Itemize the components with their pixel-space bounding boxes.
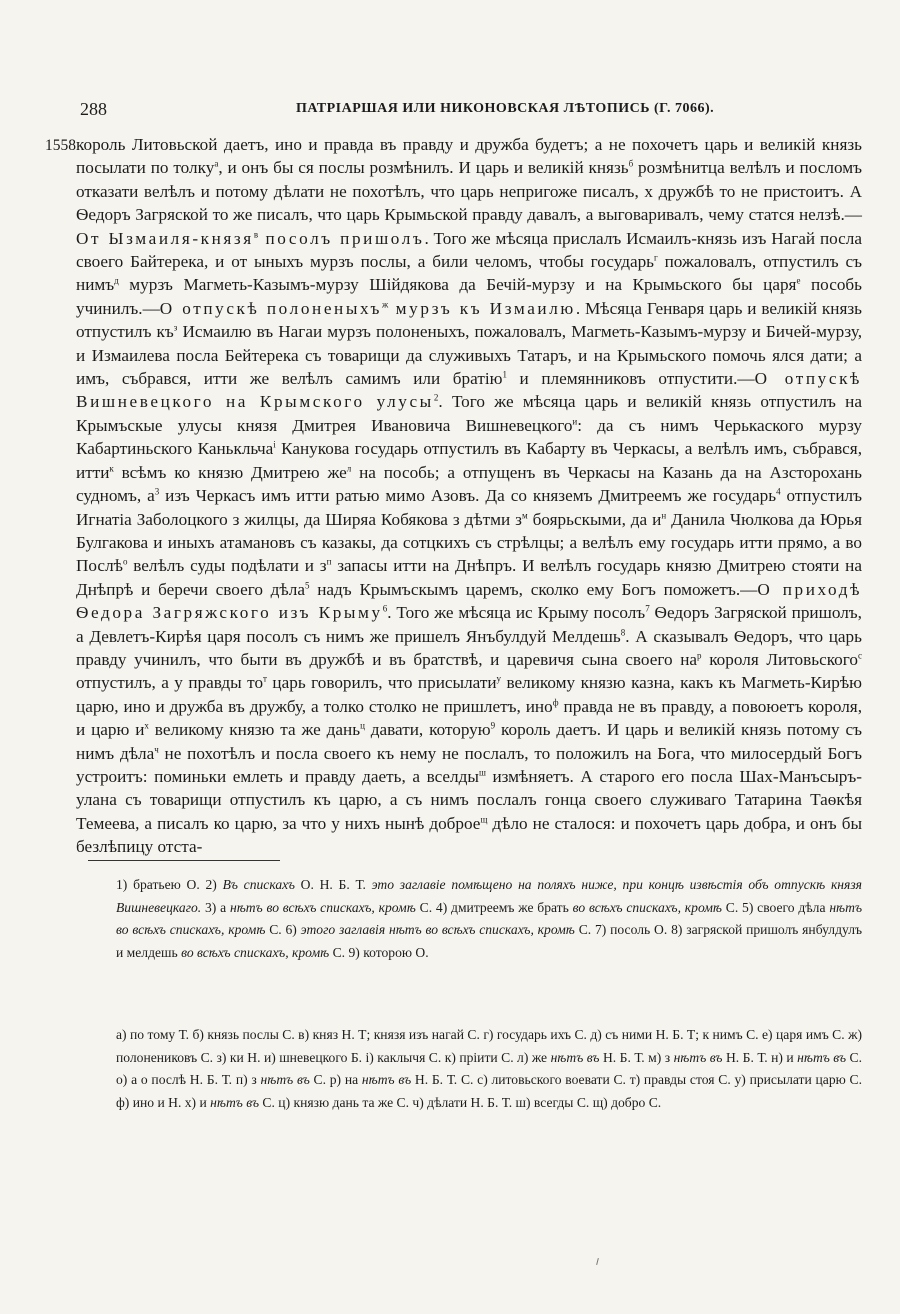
italic-text: Въ спискахъ	[222, 877, 295, 892]
text-run: король Литовьской даетъ, ино и правда въ правду и дружба будетъ; а не похочетъ царь и великій князь посылати по толку	[76, 135, 862, 178]
note-reference: в	[253, 228, 259, 239]
note-reference: р	[697, 650, 702, 661]
text-run: Канукова государь отпустилъ въ Кабарту въ Черкасы, а велѣлъ имъ, събрався, итти	[76, 439, 862, 482]
text-run: а) по тому Т. б) князь послы С. в) княз Н. Т; князя изъ нагай С. г) государь ихъ С. д) съ ними Н. Б. Т; к нимъ С. е) царя имъ С. ж) полонениковъ С. з) ки Н. и) шневецкого Б. і) каклычя С. к) пріити С. л) же	[116, 1027, 862, 1065]
note-reference: у	[496, 673, 502, 684]
text-run: С. 9) которою О.	[329, 944, 429, 960]
text-run: . Того же мѣсяца ис Крыму посолъ	[387, 603, 646, 623]
text-run: мурзъ Магметь-Казымъ-мурзу Шійдякова да Бечій-мурзу и на Крымьского бы царя	[118, 275, 797, 295]
text-run: Н. Б. Т. н) и	[722, 1049, 798, 1065]
note-reference: т	[263, 673, 267, 684]
note-reference: 4	[776, 486, 781, 497]
text-run: , и онъ бы ся послы розмѣнилъ. И царь и великій князь	[218, 158, 629, 178]
text-run: велѣлъ суды подѣлати и з	[127, 556, 327, 576]
section-heading: От Ызмаиля-князя	[76, 228, 254, 248]
text-run: С. 6)	[265, 922, 301, 938]
italic-text: нѣтъ во всѣхъ спискахъ, кромѣ	[229, 899, 416, 915]
section-heading: посолъ пришолъ	[258, 228, 425, 248]
note-reference: ф	[552, 697, 559, 708]
italic-text: нѣтъ въ	[210, 1094, 260, 1110]
note-reference: с	[857, 650, 862, 661]
text-run: О. Н. Б. Т.	[294, 877, 372, 892]
italic-text: этого заглавія нѣтъ во всѣхъ спискахъ, кромѣ	[300, 922, 575, 938]
text-run: надъ Крымъскымъ царемъ, сколко ему Богъ поможетъ.—	[309, 579, 758, 599]
italic-text: нѣтъ въ	[361, 1072, 412, 1088]
text-run: С. о) а о послѣ Н. Б. Т. п) з	[116, 1049, 863, 1088]
text-run: С. 5) своего дѣла	[721, 899, 830, 915]
note-reference: 6	[382, 603, 388, 614]
note-reference: ч	[154, 743, 159, 754]
note-reference: 7	[645, 603, 650, 614]
note-reference: п	[326, 556, 332, 567]
italic-text: во всѣхъ спискахъ, кромѣ	[181, 944, 330, 960]
note-reference: г	[654, 252, 658, 263]
text-run: изъ Черкасъ имъ итти ратью мимо Азовъ. Да со княземъ Дмитреемъ же государь	[159, 486, 777, 506]
note-reference: 9	[490, 720, 496, 731]
note-reference: 1	[502, 369, 507, 380]
text-run: на пособь; а отпущенъ въ Черкасы на Казань да на Азсторохань судномъ, а	[76, 462, 862, 506]
note-reference: а	[214, 158, 219, 169]
text-run: великому князю та же дань	[148, 720, 361, 740]
text-run: давати, которую	[364, 720, 491, 740]
note-reference: 5	[304, 579, 310, 590]
section-heading: мурзъ къ Измаилю	[388, 298, 576, 318]
text-run: пособь учинилъ.—	[76, 275, 863, 318]
text-run: отпустилъ Игнатіа Заболоцкого з жилцы, да Ширяа Кобякова з дѣтми з	[76, 486, 862, 529]
text-run: Н. Б. Т. С. с) литовьского воевати С. т) правды стоя С. у) присылати царю С. ф) ино и Н. х) и	[116, 1072, 863, 1110]
text-run: . А сказывалъ Ѳедоръ, что царь правду учинилъ, что быти въ дружбѣ и въ братствѣ, и царевичя сына своего на	[76, 626, 862, 669]
text-run: С. ц) князю дань та же С. ч) дѣлати Н. Б. Т. ш) всегды С. щ) добро С.	[259, 1094, 662, 1110]
text-run: розмѣнитца велѣлъ и посломъ отказати велѣлъ и потому дѣлати не похотѣлъ, что царь непригоже писалъ, х дружбѣ то не пристоитъ. А Ѳедоръ Загряской то же писалъ, что царь Крымьской правду давалъ, а выговаривалъ, чему статся нелзѣ.—	[76, 158, 862, 225]
italic-text: это заглавіе помѣщено на поляхъ ниже, при концѣ извѣстія объ отпускѣ князя Вишневецкаго.	[116, 877, 862, 915]
text-run: измѣняетъ. А старого его посла Шах-Манъсыръ-улана съ товарищи отпустилъ къ царю, а съ нимъ послалъ гонца своего служиваго Татарина Таѳкѣя Темеева, а писалъ ко царю, за что у нихъ нынѣ доброе	[76, 766, 863, 833]
text-run: дѣло не сталося: и похочетъ царь добра, и онъ бы безлѣпицу отста-	[76, 813, 862, 857]
text-run: С. 4) дмитреемъ же брать	[415, 899, 573, 915]
italic-text: нѣтъ въ	[550, 1049, 600, 1065]
note-reference: і	[273, 439, 276, 450]
note-reference: м	[521, 509, 528, 520]
italic-text: нѣтъ въ	[673, 1049, 723, 1065]
pencil-mark	[596, 1258, 599, 1265]
text-run: и племянниковъ отпустити.—	[506, 369, 755, 389]
text-run: С. 7) посоль О. 8) загряской пришолъ янбулдулъ и мелдешь	[116, 922, 863, 960]
text-run: . Того же мѣсяца прислалъ Исмаилъ-князь изъ Нагай посла своего Байтерека, и от ыныхъ мурзъ послы, а били челомъ, чтобы государь	[76, 228, 862, 272]
note-reference: о	[122, 556, 128, 567]
italic-text: нѣтъ въ	[797, 1049, 847, 1065]
text-run: . Мѣсяца Генваря царь и великій князь отпустилъ къ	[76, 298, 862, 342]
text-run: 3) а	[201, 899, 230, 915]
note-reference: б	[628, 158, 634, 169]
text-run: С. р) на	[309, 1072, 362, 1088]
text-run: Исмаилю въ Нагаи мурзъ полоненыхъ, пожаловалъ, Магметь-Казымъ-мурзу и Бичей-мурзу, и Измаилева посла Бейтерека съ товарищи да служивыхъ Татаръ, и на Крымьского помочь ялся дати; а имъ, събрався, итти же велѣлъ самимъ или братію	[76, 322, 862, 389]
note-reference: н	[661, 509, 667, 520]
running-title: ПАТРІАРШАЯ ИЛИ НИКОНОВСКАЯ ЛѢТОПИСЬ (Г. 7066).	[296, 101, 715, 116]
note-reference: ц	[360, 720, 365, 731]
text-run: король даетъ. И царь и великій князь потому съ нимъ дѣла	[76, 720, 862, 763]
text-run: запасы итти на Днѣпръ. И велѣлъ государь князю Дмитрею стояти на Днѣпрѣ и беречи своего дѣла	[76, 556, 862, 599]
page-number: 288	[80, 99, 107, 119]
text-run: : да съ нимъ Черькаского мурзу Кабартиньского Канькльча	[76, 415, 862, 459]
note-reference: д	[114, 275, 119, 286]
text-run: пожаловалъ, отпустилъ съ нимъ	[76, 252, 863, 295]
footnotes-lettered	[116, 1024, 862, 1114]
note-reference: 2	[433, 392, 439, 403]
footnotes-numbered	[116, 874, 862, 964]
italic-text: нѣтъ во всѣхъ спискахъ, кромѣ	[116, 899, 862, 938]
section-heading: О отпускѣ полоненыхъ	[159, 298, 383, 318]
chronicle-text	[76, 133, 862, 859]
section-heading: О отпускѣ Вишневецкого на Крымского улусы	[76, 369, 862, 412]
text-run: Данила Чюлкова да Юрья Булгакова и иныхъ атамановъ съ казакы, да сотцкихъ съ стрѣлцы; а велѣлъ ему государь итти прямо, а во Послѣ	[76, 509, 862, 576]
note-reference: з	[173, 322, 178, 333]
text-run: боярьскыми, да и	[527, 509, 662, 529]
section-heading: О приходѣ Ѳедора Загряжского изъ Крыму	[76, 579, 863, 623]
italic-text: во всѣхъ спискахъ, кромѣ	[572, 899, 722, 915]
text-run: отпустилъ, а у правды то	[76, 673, 264, 693]
note-reference: щ	[480, 814, 488, 825]
text-run: Ѳедоръ Загряской пришолъ, а Девлетъ-Кирѣя царя посолъ съ нимъ же пришелъ Янъбулдуй Мелдешь	[76, 603, 862, 646]
note-reference: х	[144, 720, 149, 731]
text-run: великому князю казна, какъ къ Магметь-Кирѣю царю, ино и дружба въ дружбу, а толко столко не пришлетъ, ино	[76, 673, 862, 716]
note-reference: л	[346, 462, 352, 473]
note-reference: 8	[620, 626, 626, 637]
text-run: Н. Б. Т. м) з	[599, 1049, 674, 1065]
text-run: . Того же мѣсяца царь и великій князь отпустилъ на Крымъскые улусы князя Дмитрея Ивановича Вишневецкого	[76, 392, 862, 435]
text-run: всѣмъ ко князю Дмитрею же	[113, 462, 347, 482]
text-run: царь говорилъ, что присылати	[266, 673, 497, 693]
footnote-rule	[88, 860, 280, 861]
note-reference: е	[796, 275, 801, 286]
text-run: короля Литовьского	[701, 649, 858, 669]
note-reference: к	[109, 462, 114, 473]
note-reference: ш	[478, 767, 486, 778]
text-run: 1) братьею О. 2)	[116, 877, 223, 892]
italic-text: нѣтъ въ	[260, 1072, 310, 1088]
note-reference: и	[572, 416, 578, 427]
year-marker: 1558	[45, 137, 76, 154]
note-reference: ж	[382, 299, 389, 310]
text-run: правда не въ правду, а повоюетъ короля, и царю и	[76, 696, 862, 740]
note-reference: 3	[154, 486, 160, 497]
text-run: не похотѣлъ и посла своего къ нему не послалъ, то положилъ на Бога, что милосердый Богъ устроитъ: поминьки емлеть и правду даеть, а вселды	[76, 743, 862, 786]
